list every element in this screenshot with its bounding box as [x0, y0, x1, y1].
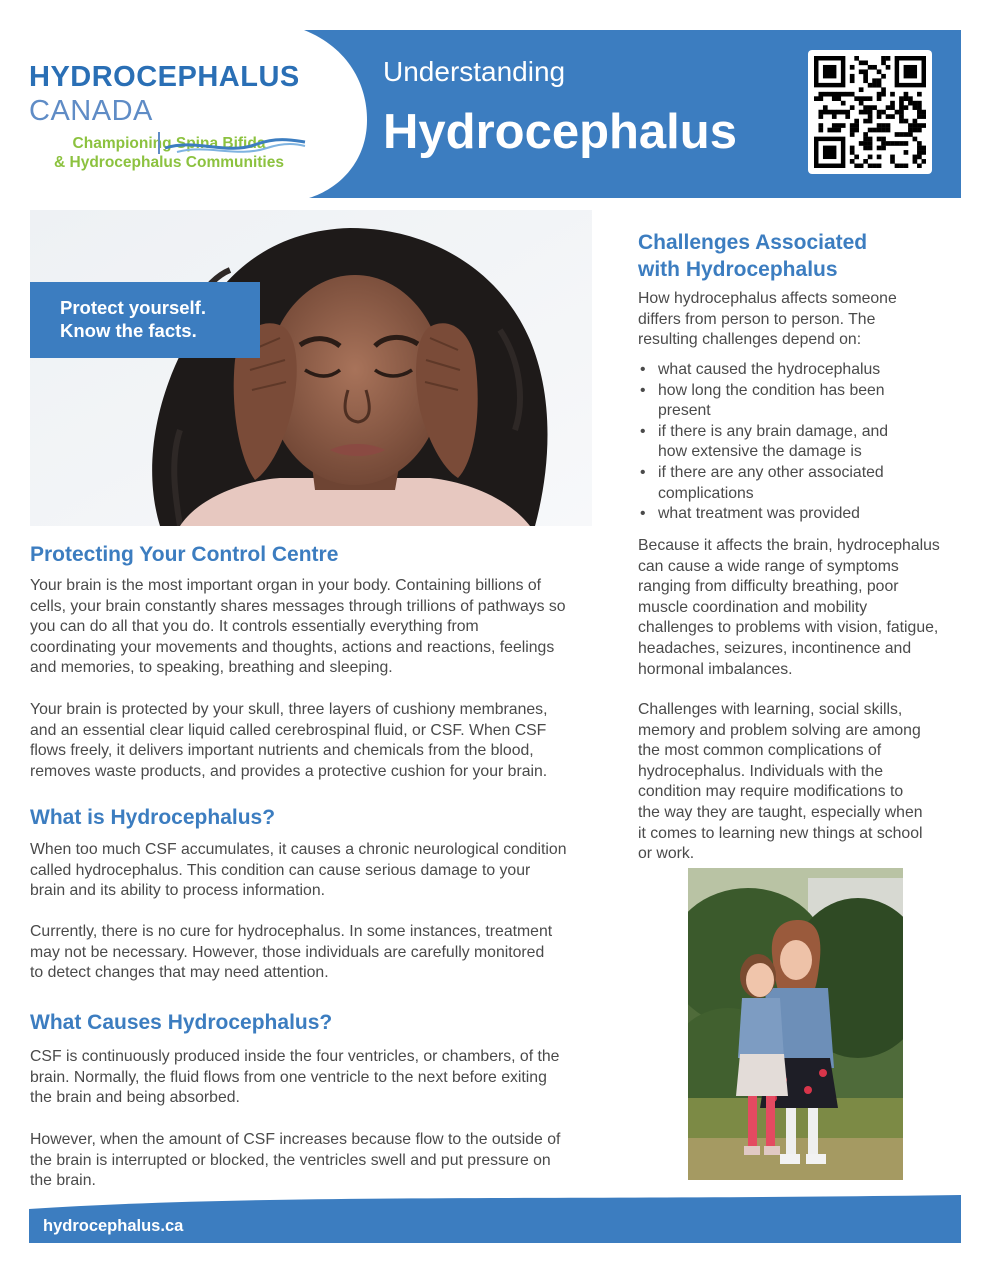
text-line: removes waste products, and provides a protective cushion for your brain.	[30, 762, 548, 780]
text-line: it comes to learning new things at school	[638, 824, 923, 842]
section-heading-what-is: What is Hydrocephalus?	[30, 806, 276, 829]
brand-tagline-2: & Hydrocephalus Communities	[54, 154, 284, 171]
qr-code-icon[interactable]	[808, 50, 932, 174]
text-line: the brain is interrupted or blocked, the ventricles swell and put pressure on	[30, 1151, 551, 1169]
callout-line-1: Protect yourself.	[60, 297, 206, 318]
paragraph-causes-1	[30, 1047, 620, 1109]
brand-logo[interactable]	[29, 60, 329, 172]
text-line: memory and problem solving are among	[638, 721, 921, 739]
text-line: what treatment was provided	[658, 505, 860, 523]
heading-line: Challenges Associated	[638, 231, 868, 254]
text-line: the way they are taught, especially when	[638, 803, 923, 821]
header-banner	[29, 30, 961, 198]
text-line: to detect changes that may need attention.	[30, 964, 329, 982]
hero-callout	[30, 282, 260, 358]
paragraph-control-centre-2	[30, 700, 620, 782]
website-link[interactable]: hydrocephalus.ca	[43, 1217, 184, 1235]
text-line: cells, your brain constantly shares messages through trillions of pathways so	[30, 597, 566, 615]
bullet-icon: •	[640, 463, 646, 481]
text-line: challenges to problems with vision, fatigue,	[638, 619, 939, 637]
text-line: can cause a wide range of symptoms	[638, 557, 899, 575]
text-line: may not be necessary. However, those individuals are carefully monitored	[30, 943, 545, 961]
brand-tagline-1: Championing Spina Bifida	[72, 135, 266, 152]
text-line: you can do all that you do. It controls essentially everything from	[30, 618, 479, 636]
text-line: brain. Normally, the fluid flows from one ventricle to the next before exiting	[30, 1068, 547, 1086]
text-line: hydrocephalus. Individuals with the	[638, 762, 883, 780]
wave-icon	[157, 132, 307, 156]
section-heading-challenges	[638, 230, 938, 283]
text-line: complications	[658, 484, 754, 502]
list-item	[638, 360, 968, 381]
text-line: How hydrocephalus affects someone	[638, 290, 897, 307]
list-item	[638, 463, 968, 504]
text-line: brain and its ability to process information.	[30, 882, 326, 900]
text-line: how extensive the damage is	[658, 443, 862, 461]
text-line: and memories, to speaking, breathing and sleeping.	[30, 659, 393, 677]
text-line: if there is any brain damage, and	[658, 422, 889, 440]
text-line: Because it affects the brain, hydrocephalus	[638, 537, 940, 554]
text-line: the most common complications of	[638, 742, 882, 760]
text-line: resulting challenges depend on:	[638, 331, 862, 349]
paragraph-symptoms	[638, 536, 973, 680]
brand-sub: CANADA	[29, 95, 153, 127]
header-kicker: Understanding	[383, 56, 566, 87]
text-line: ranging from difficulty breathing, poor	[638, 578, 899, 596]
list-item	[638, 504, 968, 525]
hero-photo	[30, 210, 592, 526]
text-line: Your brain is protected by your skull, three layers of cushiony membranes,	[30, 701, 548, 718]
text-line: hormonal imbalances.	[638, 660, 793, 678]
challenges-list	[638, 360, 968, 525]
text-line: When too much CSF accumulates, it causes a chronic neurological condition	[30, 841, 567, 858]
section-heading-causes: What Causes Hydrocephalus?	[30, 1011, 333, 1034]
headache-woman-illustration	[30, 210, 592, 526]
text-line: the brain and being absorbed.	[30, 1089, 240, 1107]
bullet-icon: •	[640, 381, 646, 399]
paragraph-what-is-1	[30, 840, 620, 902]
callout-line-2: Know the facts.	[60, 320, 197, 341]
page-title: Hydrocephalus	[383, 105, 737, 159]
paragraph-causes-2	[30, 1130, 620, 1192]
text-line: coordinating your movements and thoughts, actions and reactions, feelings	[30, 638, 555, 656]
qr-code-graphic	[814, 56, 926, 168]
section-heading-control-centre: Protecting Your Control Centre	[30, 543, 339, 566]
paragraph-control-centre-1	[30, 576, 620, 679]
text-line: Challenges with learning, social skills,	[638, 701, 903, 718]
text-line: muscle coordination and mobility	[638, 598, 868, 616]
list-item	[638, 422, 968, 463]
text-line: the brain.	[30, 1172, 96, 1190]
children-photo	[688, 868, 903, 1180]
text-line: flows freely, it delivers important nutrients and chemicals from the blood,	[30, 742, 534, 760]
brand-name: HYDROCEPHALUS	[29, 61, 300, 93]
bullet-icon: •	[640, 361, 646, 378]
paragraph-what-is-2	[30, 922, 620, 984]
text-line: what caused the hydrocephalus	[658, 361, 881, 378]
footer-bar	[29, 1195, 961, 1243]
list-item	[638, 381, 968, 422]
text-line: headaches, seizures, incontinence and	[638, 639, 912, 657]
text-line: if there are any other associated	[658, 463, 884, 481]
text-line: Currently, there is no cure for hydrocephalus. In some instances, treatment	[30, 923, 553, 940]
text-line: condition may require modifications to	[638, 783, 904, 801]
text-line: CSF is continuously produced inside the four ventricles, or chambers, of the	[30, 1048, 560, 1065]
text-line: However, when the amount of CSF increases because flow to the outside of	[30, 1131, 561, 1148]
text-line: called hydrocephalus. This condition can cause serious damage to your	[30, 861, 531, 879]
text-line: present	[658, 402, 711, 420]
paragraph-learning	[638, 700, 973, 865]
text-line: differs from person to person. The	[638, 310, 876, 328]
text-line: and an essential clear liquid called cerebrospinal fluid, or CSF. When CSF	[30, 721, 547, 739]
text-line: Your brain is the most important organ in your body. Containing billions of	[30, 577, 542, 594]
text-line: or work.	[638, 845, 695, 863]
bullet-icon: •	[640, 422, 646, 440]
heading-line: with Hydrocephalus	[638, 257, 838, 281]
text-line: how long the condition has been	[658, 381, 885, 399]
two-girls-hugging-illustration	[688, 868, 903, 1180]
bullet-icon: •	[640, 505, 646, 523]
paragraph-challenges-intro	[638, 289, 968, 351]
